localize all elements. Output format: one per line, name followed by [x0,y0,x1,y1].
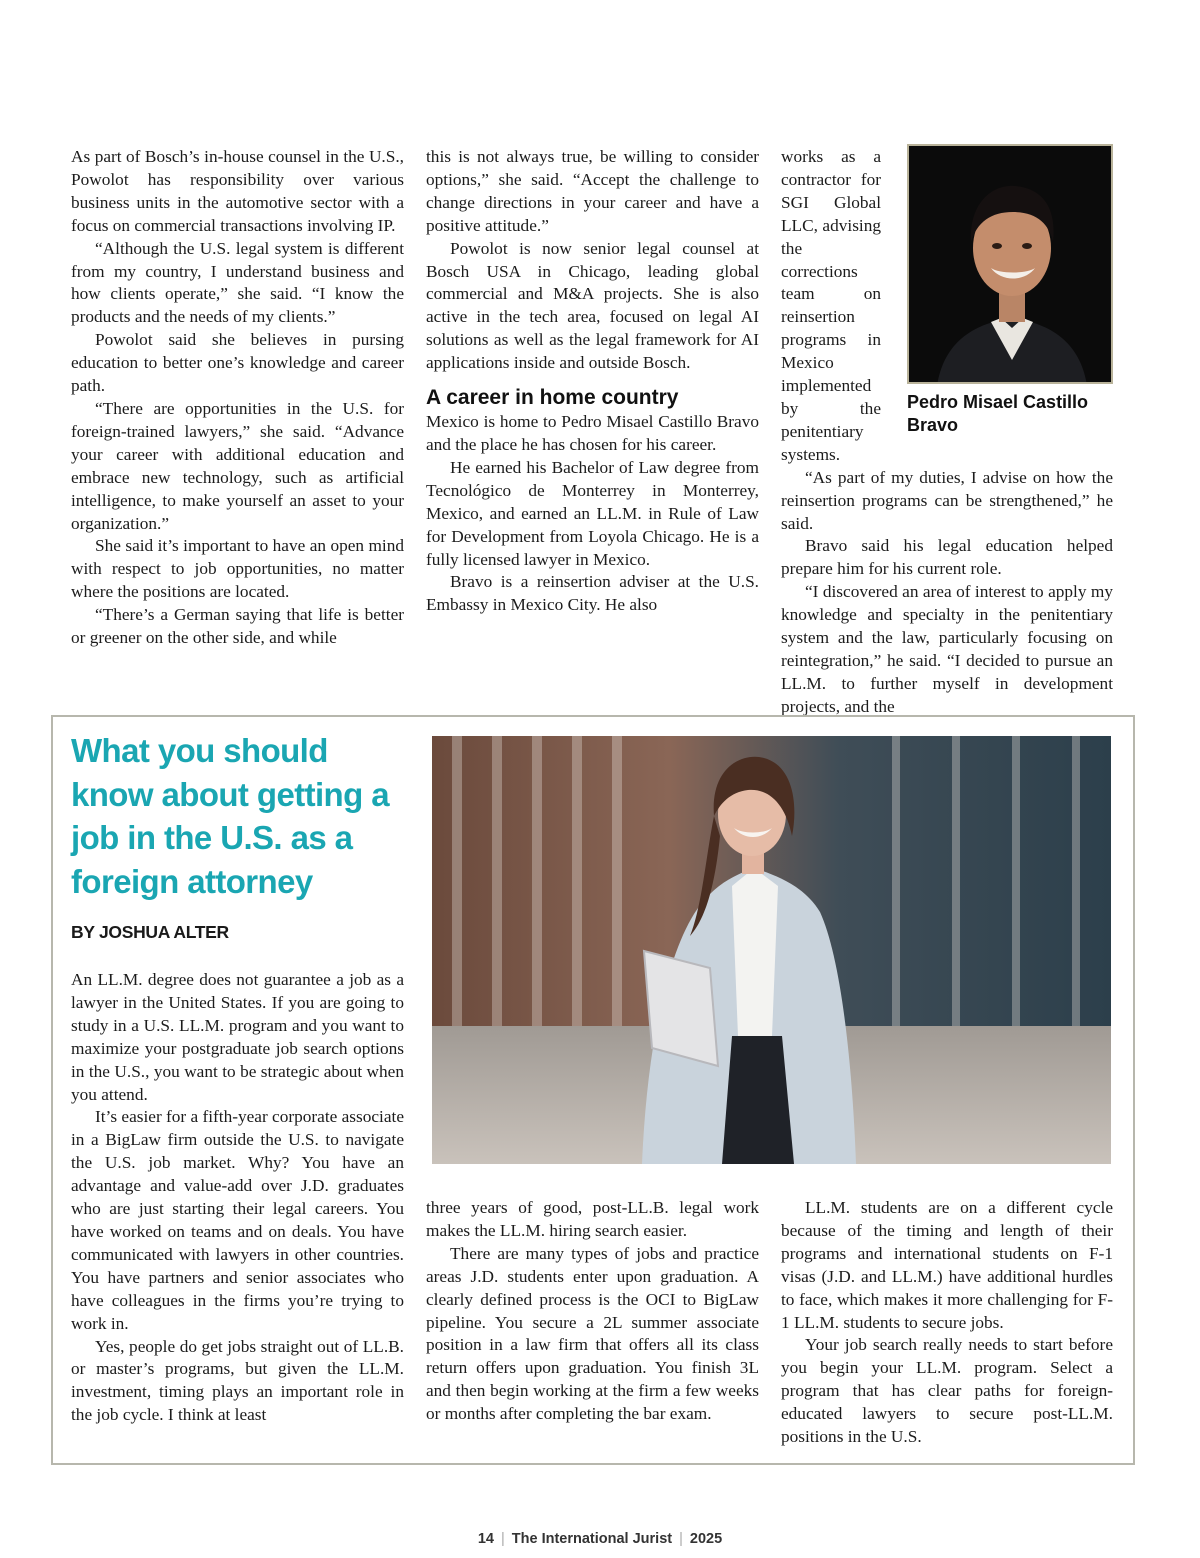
paragraph: “As part of my duties, I advise on how the reinsertion programs can be strengthened,” he said. [781,467,1113,533]
paragraph: Bravo said his legal education helped prepare him for his current role. [781,536,1113,579]
paragraph: Mexico is home to Pedro Misael Castillo Bravo and the place he has chosen for his career. [426,412,759,454]
paragraph: As part of Bosch’s in-house counsel in the U.S., Powolot has responsibility over various business units in the automotive sector with a focus on commercial transactions involving IP. [71,147,404,235]
photo-caption: Pedro Misael Castillo Bravo [907,392,1089,435]
paragraph: “Although the U.S. legal system is different from my country, I understand business and how clients operate,” she said. “I know the products and the needs of my clients.” [71,238,404,327]
paragraph: There are many types of jobs and practice areas J.D. students enter upon graduation. A clearly defined process is the OCI to BigLaw pipeline. You secure a 2L summer associate position in a law firm that offers all its class return offers upon graduation. You finish 3L and then begin working at the firm a few weeks or months after completing the bar exam. [426,1243,759,1424]
portrait-photo [907,144,1113,384]
sidebar-column-3 [781,1197,1113,1449]
paragraph: Your job search really needs to start before you begin your LL.M. program. Select a program that has clear paths for foreign-educated lawyers to secure post-LL.M. positions in the U.S. [781,1335,1113,1447]
paragraph: “I discovered an area of interest to apply my knowledge and specialty in the penitentiary system and the law, particularly focusing on reintegration,” he said. “I decided to pursue an LL.M. to further myself in development projects, and the [781,582,1113,716]
page-footer: 14 | The International Jurist | 2025 [477,1531,723,1547]
paragraph: “There’s a German saying that life is better or greener on the other side, and while [71,605,404,648]
publication-year: 2025 [689,1531,723,1547]
paragraph: She said it’s important to have an open mind with respect to job opportunities, no matter where the positions are located. [71,536,404,602]
paragraph: Yes, people do get jobs straight out of LL.B. or master’s programs, but given the LL.M. investment, timing plays an important role in the job cycle. I think at least [71,1336,404,1425]
page-number: 14 [477,1531,494,1547]
section-subhead: A career in home country [426,386,679,410]
portrait-illustration [909,146,1113,384]
paragraph: three years of good, post-LL.B. legal work makes the LL.M. hiring search easier. [426,1198,759,1240]
sidebar-byline: BY JOSHUA ALTER [71,922,229,942]
article-column-3 [781,146,1113,719]
sidebar-title: What you should know about getting a job in the U.S. as a foreign attorney [71,732,389,900]
publication-name: The International Jurist [511,1531,673,1547]
paragraph: this is not always true, be willing to consider options,” she said. “Accept the challenge to change directions in your career and have a positive attitude.” [426,147,759,235]
feature-photo [432,736,1111,1164]
paragraph: LL.M. students are on a different cycle because of the timing and length of their programs and international students on F-1 visas (J.D. and LL.M.) have additional hurdles to face, which makes it more challenging for F-1 LL.M. students to secure jobs. [781,1198,1113,1332]
portrait-figure [895,144,1113,437]
article-column-2 [426,146,759,617]
feature-illustration [432,736,1111,1164]
sidebar-column-1 [71,969,404,1427]
sidebar-column-2 [426,1197,759,1426]
paragraph: Bravo is a reinsertion adviser at the U.S. Embassy in Mexico City. He also [426,572,759,615]
paragraph: works as a contractor for SGI Global LLC, advising the corrections team on reinsertion programs in Mexico implemented by the penitentiary systems. [781,147,881,464]
article-column-1 [71,146,404,650]
paragraph: An LL.M. degree does not guarantee a job as a lawyer in the United States. If you are going to study in a U.S. LL.M. program and you want to maximize your postgraduate job search options in the U.S., you want to be strategic about when you attend. [71,970,404,1104]
paragraph: “There are opportunities in the U.S. for foreign-trained lawyers,” she said. “Advance your career with additional education and embrace new technology, such as artificial intelligence, to make yourself an asset to your organization.” [71,398,404,533]
paragraph: It’s easier for a fifth-year corporate associate in a BigLaw firm outside the U.S. to navigate the U.S. job market. Why? You have an advantage and value-add over J.D. graduates who are just starting their legal careers. You have worked on teams and on deals. You have communicated with lawyers in other countries. You have partners and senior associates who have colleagues in the firms you’re trying to work in. [71,1107,404,1333]
paragraph: Powolot said she believes in pursing education to better one’s knowledge and career path. [71,330,404,396]
paragraph: Powolot is now senior legal counsel at Bosch USA in Chicago, leading global commercial and M&A projects. She is also active in the tech area, focused on legal AI solutions as well as the legal framework for AI applications inside and outside Bosch. [426,238,759,373]
paragraph: He earned his Bachelor of Law degree from Tecnológico de Monterrey in Monterrey, Mexico, and earned an LL.M. in Rule of Law for Development from Loyola Chicago. He is a fully licensed lawyer in Mexico. [426,457,759,569]
